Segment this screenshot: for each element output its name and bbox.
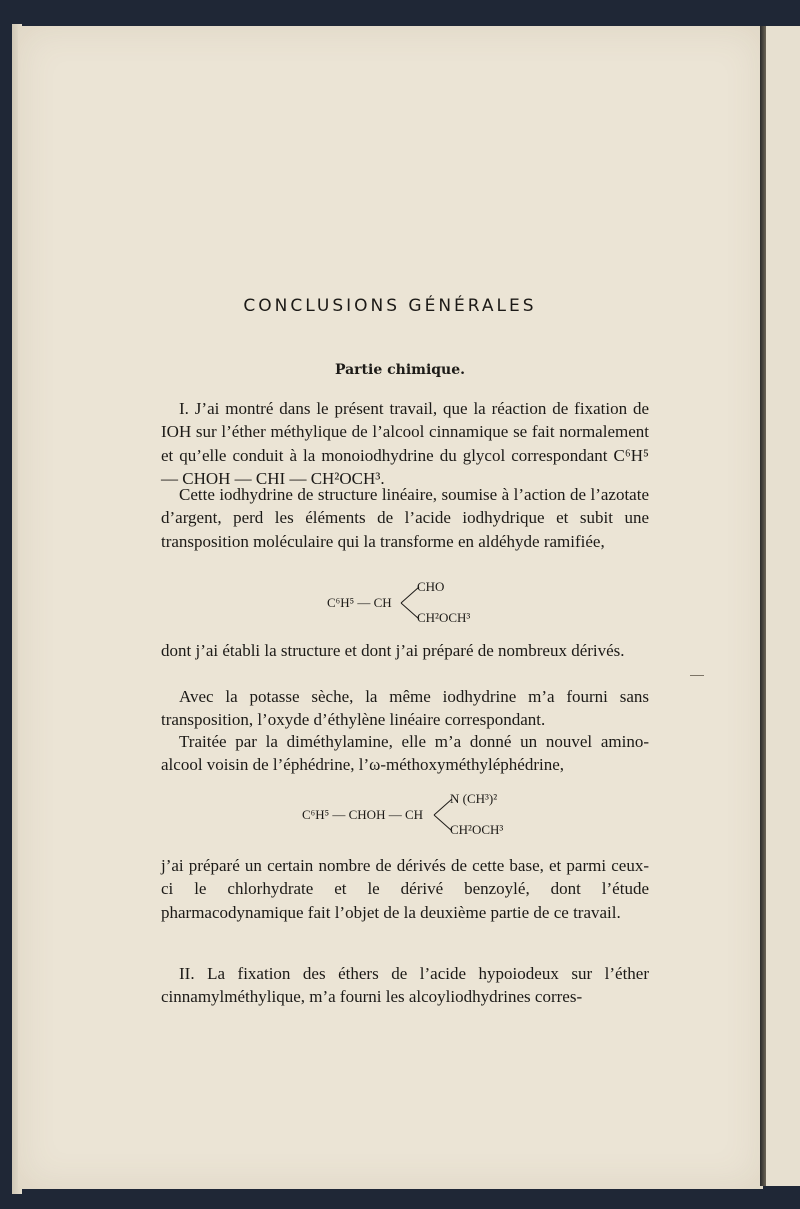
formula-amine-bottom: CH²OCH³ xyxy=(450,822,504,837)
paragraph-1: I. J’ai montré dans le présent travail, que la réaction de fixation de IOH sur l’éther méthylique de l’alcool cinnamique se fait normalement et qu’elle conduit à la monoiodhydrine du glycol correspondant C⁶H⁵ — CHOH — CHI — CH²OCH³. xyxy=(161,399,649,488)
formula-aldehyde xyxy=(327,578,507,626)
paragraph-5: Traitée par la diméthylamine, elle m’a donné un nouvel amino-alcool voisin de l’éphédrine, l’ω-méthoxyméthyléphédrine, xyxy=(161,732,649,775)
formula-amine xyxy=(302,790,532,838)
paragraph-2: Cette iodhydrine de structure linéaire, soumise à l’action de l’azotate d’argent, perd les éléments de l’acide iodhydrique et subit une transposition moléculaire qui la transforme en aldéhyde ramifiée, xyxy=(161,485,649,551)
paragraph-6: j’ai préparé un certain nombre de dérivés de cette base, et parmi ceux-ci le chlorhydrate et le dérivé benzoylé, dont l’étude pharmacodynamique fait l’objet de la deuxième partie de ce travail. xyxy=(161,856,649,922)
paragraph-7: II. La fixation des éthers de l’acide hypoiodeux sur l’éther cinnamylméthylique, m’a fourni les alcoyliodhydrines corres- xyxy=(161,964,649,1007)
paragraph-4: Avec la potasse sèche, la même iodhydrine m’a fourni sans transposition, l’oxyde d’éthylène linéaire correspondant. xyxy=(161,687,649,730)
margin-mark xyxy=(690,675,704,676)
formula-aldehyde-top: CHO xyxy=(417,579,445,594)
formula-aldehyde-left: C⁶H⁵ — CH xyxy=(327,595,392,610)
next-page-edge xyxy=(766,26,800,1186)
formula-amine-branch xyxy=(432,796,454,834)
formula-aldehyde-bottom: CH²OCH³ xyxy=(417,610,471,625)
page-title: CONCLUSIONS GÉNÉRALES xyxy=(243,296,537,316)
paragraph-3: dont j’ai établi la structure et dont j’ai préparé de nombreux dérivés. xyxy=(161,641,625,660)
formula-aldehyde-branch xyxy=(399,584,421,622)
formula-amine-left: C⁶H⁵ — CHOH — CH xyxy=(302,807,424,822)
formula-amine-top: N (CH³)² xyxy=(450,791,498,806)
section-subtitle: Partie chimique. xyxy=(334,362,466,378)
